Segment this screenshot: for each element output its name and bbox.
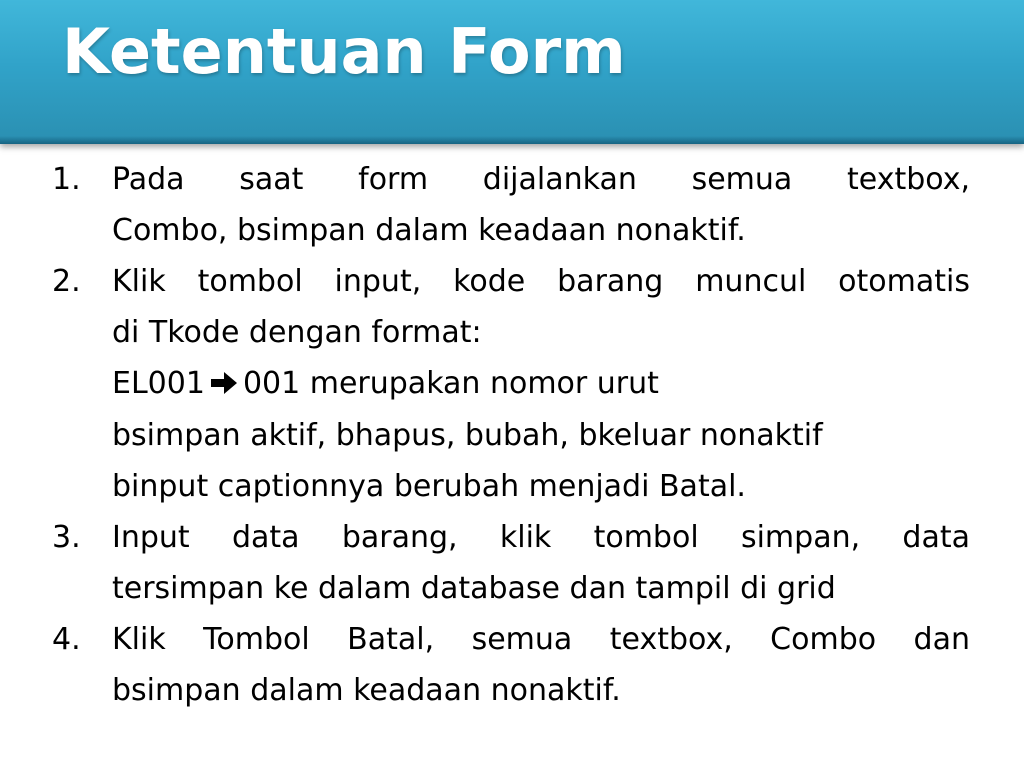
list-item-text — [112, 256, 970, 512]
list-item-text — [112, 154, 970, 256]
list-item-text — [112, 614, 970, 716]
list-item-text — [112, 512, 970, 614]
list-line: Input data barang, klik tombol simpan, data — [112, 520, 970, 555]
list-line: tersimpan ke dalam database dan tampil di grid — [112, 571, 836, 606]
format-code: EL001 — [112, 366, 205, 401]
format-example-line — [112, 358, 970, 410]
list-line: binput captionnya berubah menjadi Batal. — [112, 469, 746, 504]
list-line: bsimpan dalam keadaan nonaktif. — [112, 673, 621, 708]
list-number: 1. — [52, 162, 81, 197]
list-line: Klik tombol input, kode barang muncul otomatis — [112, 264, 970, 299]
numbered-list — [52, 154, 970, 716]
list-number: 4. — [52, 622, 81, 657]
list-item-2 — [52, 256, 970, 512]
list-line: Pada saat form dijalankan semua textbox, — [112, 162, 970, 197]
list-line: di Tkode dengan format: — [112, 315, 482, 350]
list-line: bsimpan aktif, bhapus, bubah, bkeluar nonaktif — [112, 418, 823, 453]
list-item-4 — [52, 614, 970, 716]
right-arrow-icon — [211, 359, 237, 410]
slide-title: Ketentuan Form — [62, 15, 626, 88]
list-number: 2. — [52, 264, 81, 299]
title-bar — [0, 0, 1024, 144]
list-line: Combo, bsimpan dalam keadaan nonaktif. — [112, 213, 746, 248]
list-line: Klik Tombol Batal, semua textbox, Combo dan — [112, 622, 970, 657]
list-number: 3. — [52, 520, 81, 555]
list-item-1 — [52, 154, 970, 256]
format-description: 001 merupakan nomor urut — [242, 366, 659, 401]
list-item-3 — [52, 512, 970, 614]
